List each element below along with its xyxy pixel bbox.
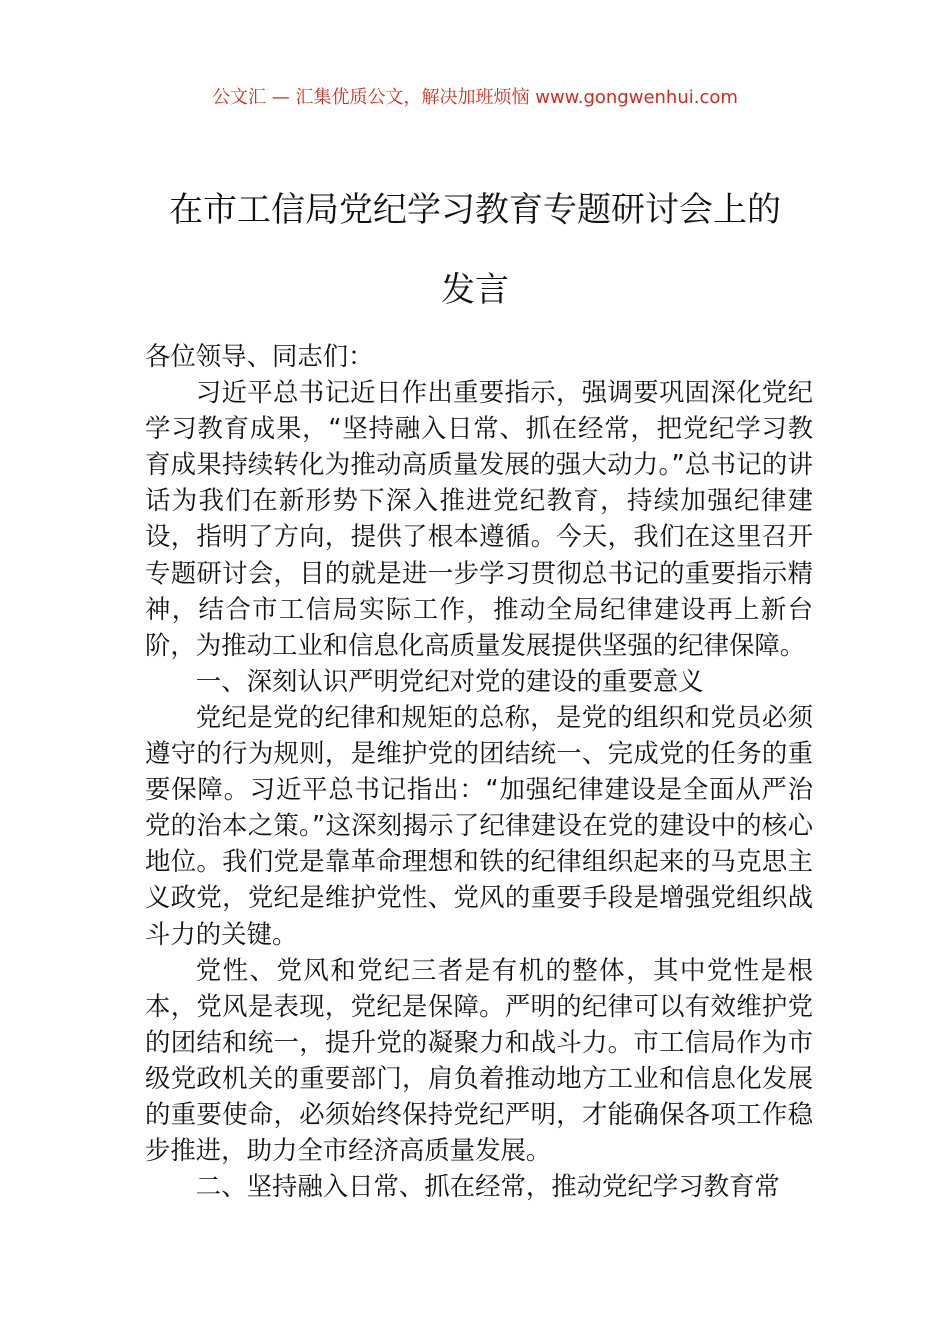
document-title xyxy=(100,170,850,330)
document-body xyxy=(145,338,813,1204)
paragraph: 党性、党风和党纪三者是有机的整体，其中党性是根本，党风是表现，党纪是保障。严明的纪律可以有效维护党的团结和统一，提升党的凝聚力和战斗力。市工信局作为市级党政机关的重要部门，肩负着推动地方工业和信息化发展的重要使命，必须始终保持党纪严明，才能确保各项工作稳步推进，助力全市经济高质量发展。 xyxy=(145,954,813,1166)
paragraph-intro: 习近平总书记近日作出重要指示，强调要巩固深化党纪学习教育成果，“坚持融入日常、抓在经常，把党纪学习教育成果持续转化为推动高质量发展的强大动力。”总书记的讲话为我们在新形势下深入推进党纪教育，持续加强纪律建设，指明了方向，提供了根本遵循。今天，我们在这里召开专题研讨会，目的就是进一步学习贯彻总书记的重要指示精神，结合市工信局实际工作，推动全局纪律建设再上新台阶，为推动工业和信息化高质量发展提供坚强的纪律保障。 xyxy=(145,377,813,660)
title-line-1: 在市工信局党纪学习教育专题研讨会上的 xyxy=(169,190,781,230)
section-heading-2: 二、坚持融入日常、抓在经常，推动党纪学习教育常 xyxy=(195,1171,780,1202)
salutation: 各位领导、同志们： xyxy=(145,341,374,371)
header-banner[interactable]: 公文汇 — 汇集优质公文，解决加班烦恼 www.gongwenhui.com xyxy=(212,87,738,108)
title-line-2: 发言 xyxy=(441,270,509,310)
section-heading-1: 一、深刻认识严明党纪对党的建设的重要意义 xyxy=(195,665,704,696)
paragraph: 党纪是党的纪律和规矩的总称，是党的组织和党员必须遵守的行为规则，是维护党的团结统一、完成党的任务的重要保障。习近平总书记指出：“加强纪律建设是全面从严治党的治本之策。”这深刻揭示了纪律建设在党的建设中的核心地位。我们党是靠革命理想和铁的纪律组织起来的马克思主义政党，党纪是维护党性、党风的重要手段是增强党组织战斗力的关键。 xyxy=(145,701,813,949)
